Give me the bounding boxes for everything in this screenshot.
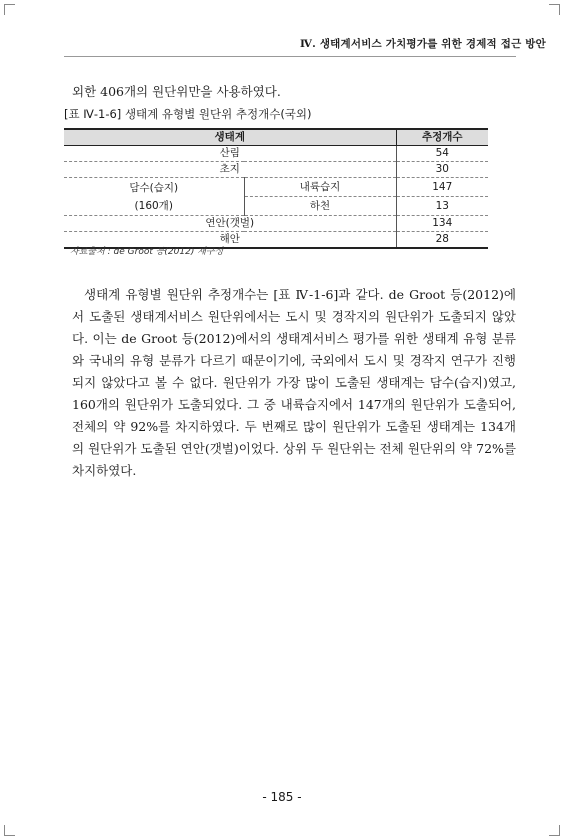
row-label: 산림 — [64, 146, 396, 162]
ecosystem-count-table — [64, 128, 488, 249]
row-label: 초지 — [64, 162, 396, 178]
row-count: 147 — [396, 178, 488, 197]
intro-line: 외한 406개의 원단위만을 사용하였다. — [72, 84, 281, 99]
row-count: 28 — [396, 232, 488, 249]
crop-mark-top-right — [549, 4, 560, 15]
row-count: 13 — [396, 197, 488, 216]
page-number: - 185 - — [262, 790, 302, 804]
group-label: 담수(습지) — [129, 181, 179, 194]
table-caption: [표 Ⅳ-1-6] 생태계 유형별 원단위 추정개수(국외) — [64, 107, 312, 121]
body-paragraph — [72, 284, 516, 482]
row-label: 하천 — [244, 197, 396, 216]
header-count: 추정개수 — [396, 129, 488, 146]
header-ecosystem: 생태계 — [64, 129, 396, 146]
group-sublabel: (160개) — [134, 199, 173, 212]
row-label: 내륙습지 — [244, 178, 396, 197]
row-group-freshwater — [64, 178, 244, 216]
row-count: 54 — [396, 146, 488, 162]
body-paragraph-text: 생태계 유형별 원단위 추정개수는 [표 Ⅳ-1-6]과 같다. de Groot 등(2012)에서 도출된 생태계서비스 원단위에서는 도시 및 경작지의 원단위가 도출되지 않았다. 이는 de Groot 등(2012)에서의 생태계서비스 평가를 위한 생태계 유형 분류와 국내의 유형 분류가 다르기 때문이기에, 국외에서 도시 및 경작지 연구가 진행되지 않았다고 볼 수 없다. 원단위가 가장 많이 도출된 생태계는 담수(습지)였고, 160개의 원단위가 도출되었다. 그 중 내륙습지에서 147개의 원단위가 도출되어, 전체의 약 92%를 차지하였다. 두 번째로 많이 원단위가 도출된 생태계는 134개의 원단위가 도출된 연안(갯벌)이었다. 상위 두 원단위는 전체 원단위의 약 72%를 차지하였다. — [72, 287, 516, 478]
crop-mark-bottom-left — [4, 825, 15, 836]
table-row — [64, 216, 488, 232]
table-source: 자료출처 : de Groot 등(2012) 재구성 — [70, 247, 224, 257]
running-header: Ⅳ. 생태계서비스 가치평가를 위한 경제적 접근 방안 — [300, 38, 546, 50]
row-label: 연안(갯벌) — [64, 216, 396, 232]
row-label: 해안 — [64, 232, 396, 249]
table-row — [64, 162, 488, 178]
crop-mark-top-left — [4, 4, 15, 15]
table-row — [64, 178, 488, 197]
header-rule — [64, 56, 516, 57]
table-row — [64, 146, 488, 162]
row-count: 134 — [396, 216, 488, 232]
crop-mark-bottom-right — [549, 825, 560, 836]
row-count: 30 — [396, 162, 488, 178]
